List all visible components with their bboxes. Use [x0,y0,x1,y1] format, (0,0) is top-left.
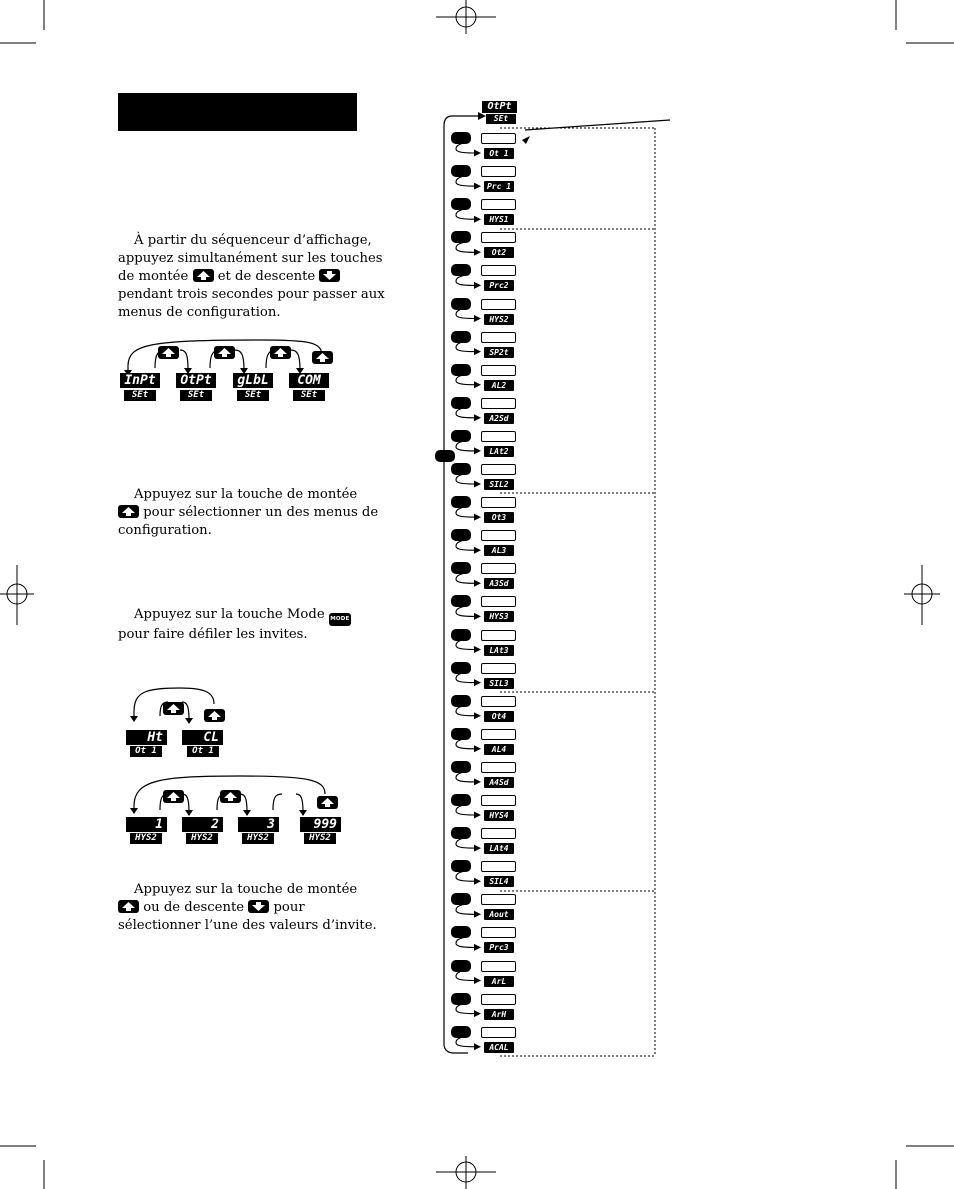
prompt-label: Ot 1 [484,148,514,159]
value-box [481,729,516,740]
prompt-label: Prc2 [484,280,514,291]
value-box [481,332,516,343]
value-box [481,563,516,574]
prompt-label: Prc3 [484,942,514,953]
prompt-label: HYS1 [484,214,514,225]
mode-key-icon [451,728,471,740]
instruction-3-text: Appuyez sur la touche Mode [134,607,325,622]
menu-display-top: OtPt [176,373,216,388]
mode-key-icon [451,463,471,475]
instruction-1-text: À partir du séquenceur d’affichage, appuyez simultanément sur les touches de montée [118,233,383,284]
ot1-display-top: CL [182,730,223,745]
hys2-display-top: 1 [126,817,167,832]
instruction-4-text: Appuyez sur la touche de montée [134,882,358,897]
mode-key-icon [451,662,471,674]
step-arrowhead [474,348,481,355]
ot1-display-bottom: Ot 1 [130,746,162,757]
prompt-label: AL2 [484,380,514,391]
prompt-label: Ot2 [484,247,514,258]
step-arrow [456,605,474,616]
value-box [481,464,516,475]
step-arrowhead [474,812,481,819]
mode-key-icon [451,397,471,409]
value-box [481,398,516,409]
step-arrowhead [474,944,481,951]
menu-display-bottom: SEt [237,390,269,401]
mode-key-icon [451,298,471,310]
value-box [481,1027,516,1038]
step-arrowhead [474,216,481,223]
prompt-label: ACAL [484,1042,514,1053]
hys2-display-bottom: HYS2 [242,833,274,844]
mode-key-icon [451,794,471,806]
value-box [481,696,516,707]
menu-display-bottom: SEt [124,390,156,401]
menu-display-bottom: SEt [180,390,212,401]
prompt-label: A4Sd [484,777,514,788]
menu-display-top: COM [289,373,329,388]
step-arrowhead [474,1010,481,1017]
step-arrowhead [474,977,481,984]
value-box [481,663,516,674]
hys2-display-top: 999 [300,817,341,832]
prompt-label: SP2t [484,347,514,358]
mode-key-icon [451,364,471,376]
prompt-label: AL3 [484,545,514,556]
prompt-label: LAt4 [484,843,514,854]
mode-key-icon [451,595,471,607]
value-box [481,828,516,839]
step-arrowhead [474,613,481,620]
step-arrowhead [474,1043,481,1050]
mode-key-icon [451,1026,471,1038]
mode-key-icon [451,827,471,839]
prompt-label: A3Sd [484,578,514,589]
hys2-display-bottom: HYS2 [304,833,336,844]
menu-display-bottom: SEt [293,390,325,401]
value-box [481,762,516,773]
mode-key-icon [451,430,471,442]
value-box [481,596,516,607]
value-box [481,530,516,541]
mode-key-icon [451,761,471,773]
value-box [481,133,516,144]
mode-key-icon [451,231,471,243]
value-box [481,299,516,310]
step-arrowhead [474,679,481,686]
prompt-label: A2Sd [484,413,514,424]
value-box [481,927,516,938]
step-arrowhead [474,150,481,157]
prompt-label: HYS3 [484,611,514,622]
step-arrowhead [474,911,481,918]
mode-key-icon [451,695,471,707]
mode-key-icon [451,960,471,972]
prompt-label: HYS2 [484,314,514,325]
step-arrowhead [474,580,481,587]
instruction-4-text-c: pour [273,900,305,915]
value-box [481,961,516,972]
value-box [481,497,516,508]
step-arrowhead [474,745,481,752]
prompt-label: Aout [484,909,514,920]
instruction-4-text-b: ou de descente [143,900,245,915]
ot1-display-top: Ht [126,730,167,745]
instruction-1-text-b: et de descente [217,269,316,284]
step-arrowhead [474,514,481,521]
ot1-display-bottom: Ot 1 [187,746,219,757]
step-arrowhead [474,315,481,322]
prompt-label: SIL2 [484,479,514,490]
value-box [481,431,516,442]
mode-key-icon: MODE [329,613,351,626]
step-arrowhead [474,547,481,554]
hys2-display-bottom: HYS2 [130,833,162,844]
instruction-2-text: Appuyez sur la touche de montée [134,487,358,502]
step-arrowhead [474,249,481,256]
value-box [481,265,516,276]
value-box [481,365,516,376]
mode-key-icon [451,529,471,541]
step-arrowhead [474,878,481,885]
mode-key-icon [451,165,471,177]
flow-header-display-bottom: SEt [486,114,516,124]
step-arrow [456,274,474,285]
mode-key-icon [451,860,471,872]
mode-key-icon [451,264,471,276]
mode-key-icon [451,893,471,905]
hys2-display-top: 2 [182,817,223,832]
prompt-label: SIL4 [484,876,514,887]
instruction-4-text-d: sélectionner l’une des valeurs d’invite. [118,918,377,933]
value-box [481,861,516,872]
mode-key-icon [451,331,471,343]
mode-key-icon [451,926,471,938]
prompt-label: SIL3 [484,678,514,689]
mode-key-icon [451,132,471,144]
instruction-1-text-c: pendant trois secondes pour passer aux menus de configuration. [118,287,385,320]
prompt-label: AL4 [484,744,514,755]
step-arrowhead [474,481,481,488]
value-box [481,166,516,177]
step-arrow [456,936,474,947]
prompt-label: ArL [484,976,514,987]
flow-header-display-top: OtPt [482,101,517,113]
value-box [481,630,516,641]
prompt-label: Ot3 [484,512,514,523]
step-arrowhead [474,646,481,653]
value-box [481,894,516,905]
step-arrowhead [474,381,481,388]
prompt-label: LAt2 [484,446,514,457]
value-box [481,994,516,1005]
mode-key-icon [451,198,471,210]
step-arrowhead [474,414,481,421]
step-arrowhead [474,447,481,454]
menu-display-top: gLbL [233,373,273,388]
mode-key-icon [451,496,471,508]
mode-key-icon [451,993,471,1005]
hys2-display-top: 3 [238,817,279,832]
prompt-label: Ot4 [484,711,514,722]
value-box [481,795,516,806]
prompt-label: HYS4 [484,810,514,821]
mode-key-icon [451,629,471,641]
step-arrowhead [474,845,481,852]
instruction-2-text-b: pour sélectionner un des menus de configuration. [118,505,379,538]
menu-display-top: InPt [120,373,160,388]
mode-key-icon [451,562,471,574]
prompt-label: LAt3 [484,645,514,656]
prompt-label: ArH [484,1009,514,1020]
step-arrowhead [474,183,481,190]
step-arrowhead [474,778,481,785]
hys2-display-bottom: HYS2 [186,833,218,844]
instruction-3-text-b: pour faire défiler les invites. [118,627,308,642]
step-arrowhead [474,282,481,289]
value-box [481,232,516,243]
step-arrowhead [474,712,481,719]
value-box [481,199,516,210]
prompt-label: Prc 1 [484,181,514,192]
